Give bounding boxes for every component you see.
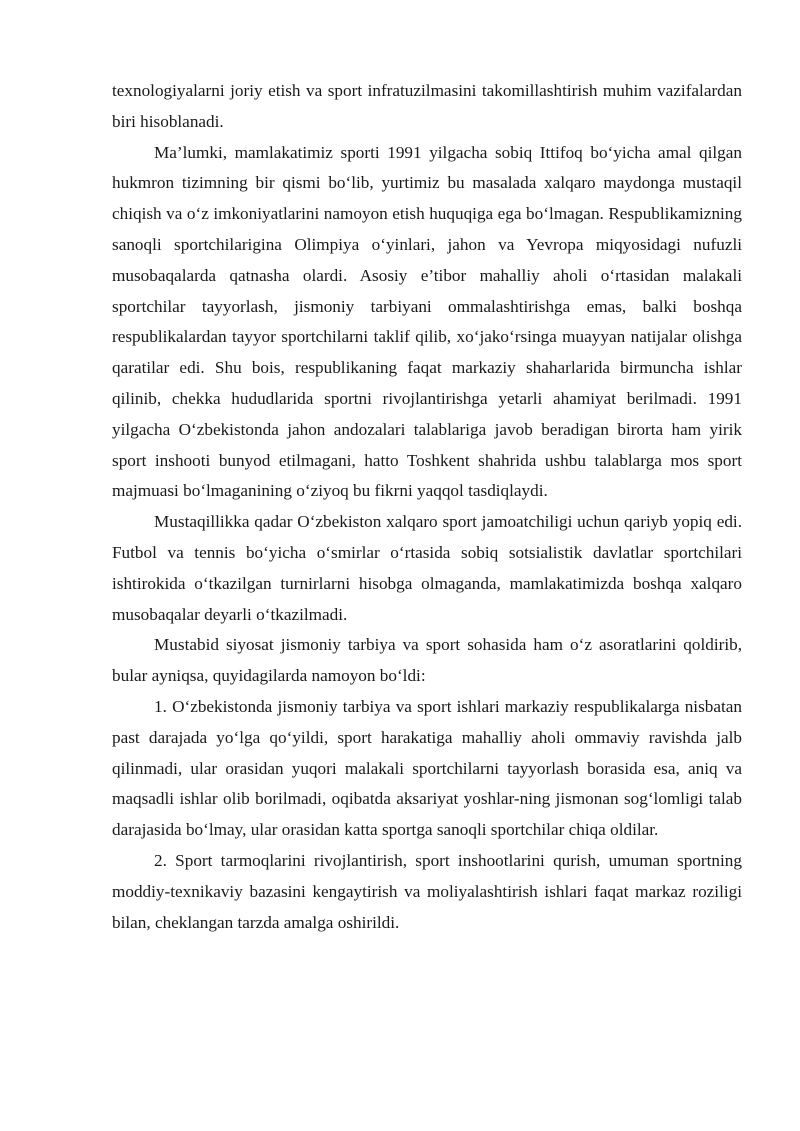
paragraph-3: Mustaqillikka qadar O‘zbekiston xalqaro sport jamoatchiligi uchun qariyb yopiq edi. Futbol va tennis bo‘yicha o‘smirlar o‘rtasida sobiq sotsialistik davlatlar sportchilari ishtirokida o‘tkazilgan turnirlarni hisobga olmaganda, mamlakatimizda boshqa xalqaro musobaqalar deyarli o‘tkazilmadi. [112,512,742,624]
document-page [112,76,742,938]
paragraph-4: Mustabid siyosat jismoniy tarbiya va sport sohasida ham o‘z asoratlarini qoldirib, bular ayniqsa, quyidagilarda namoyon bo‘ldi: [112,635,742,686]
paragraph-5: 1. O‘zbekistonda jismoniy tarbiya va sport ishlari markaziy respublikalarga nisbatan past darajada yo‘lga qo‘yildi, sport harakatiga mahalliy aholi ommaviy ravishda jalb qilinmadi, ular orasidan yuqori malakali sportchilarni tayyorlash borasida esa, aniq va maqsadli ishlar olib borilmadi, oqibatda aksariyat yoshlar-ning jismonan sog‘lomligi talab darajasida bo‘lmay, ular orasidan katta sportga sanoqli sportchilar chiqa oldilar. [112,696,742,840]
paragraph-2: Ma’lumki, mamlakatimiz sporti 1991 yilgacha sobiq Ittifoq bo‘yicha amal qilgan hukmron tizimning bir qismi bo‘lib, yurtimiz bu masalada xalqaro maydonga mustaqil chiqish va o‘z imkoniyatlarini namoyon etish huquqiga ega bo‘lmagan. Respublikamizning sanoqli sportchilarigina Olimpiya o‘yinlari, jahon va Yevropa miqyosidagi nufuzli musobaqalarda qatnasha olardi. Asosiy e’tibor mahalliy aholi o‘rtasidan malakali sportchilar tayyorlash, jismoniy tarbiyani ommalashtirishga emas, balki boshqa respublikalardan tayyor sportchilarni taklif qilib, xo‘jako‘rsinga muayyan natijalar olishga qaratilar edi. Shu bois, respublikaning faqat markaziy shaharlarida birmuncha ishlar qilinib, chekka hududlarida sportni rivojlantirishga yetarli ahamiyat berilmadi. 1991 yilgacha O‘zbekistonda jahon andozalari talablariga javob beradigan birorta ham yirik sport inshooti bunyod etilmagani, hatto Toshkent shahrida ushbu talablarga mos sport majmuasi bo‘lmaganining o‘ziyoq bu fikrni yaqqol tasdiqlaydi. [112,142,742,501]
paragraph-6: 2. Sport tarmoqlarini rivojlantirish, sport inshootlarini qurish, umuman sportning moddiy-texnikaviy bazasini kengaytirish va moliyalashtirish ishlari faqat markaz roziligi bilan, cheklangan tarzda amalga oshirildi. [112,850,742,932]
paragraph-1: texnologiyalarni joriy etish va sport infratuzilmasini takomillashtirish muhim vazifalardan biri hisoblanadi. [112,81,742,131]
